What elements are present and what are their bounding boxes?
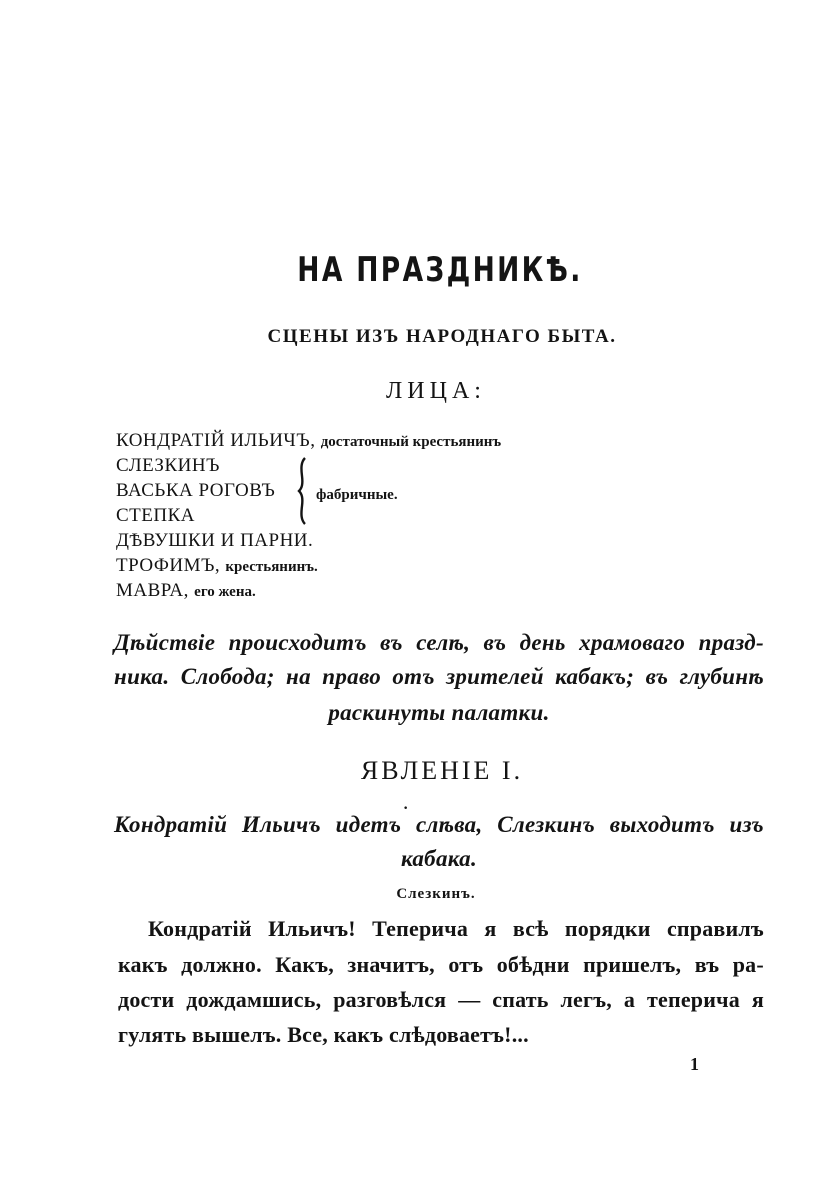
- stage-direction-line: Кондратій Ильичъ идетъ слѣва, Слезкинъ выходитъ изъ: [114, 812, 764, 837]
- cast-entry: [116, 530, 313, 552]
- page-number: 1: [690, 1054, 699, 1074]
- cast-name: ВАСЬКА РОГОВЪ: [116, 480, 276, 501]
- cast-entry: [116, 505, 195, 527]
- scene-heading: ЯВЛЕНІЕ І.: [360, 756, 524, 785]
- stage-direction-line: Дѣйствіе происходитъ въ селѣ, въ день храмоваго празд-: [114, 630, 764, 655]
- cast-entry: [116, 480, 275, 502]
- cast-name: МАВРА,: [116, 580, 189, 601]
- printer-mark: ·: [403, 800, 409, 817]
- stage-direction-line: раскинуты палатки.: [328, 700, 550, 725]
- play-subtitle: СЦЕНЫ ИЗЪ НАРОДНАГО БЫТА.: [267, 326, 617, 347]
- cast-description: крестьянинъ.: [225, 559, 318, 575]
- speech-line: Кондратій Ильичъ! Теперича я всѣ порядки справилъ: [148, 916, 764, 941]
- cast-name: ТРОФИМЪ,: [116, 555, 221, 576]
- persons-heading: ЛИЦА:: [386, 378, 486, 404]
- cast-description: его жена.: [194, 584, 256, 600]
- stage-direction-line: кабака.: [401, 846, 477, 871]
- cast-entry: [116, 455, 220, 477]
- cast-entry: [116, 430, 501, 452]
- stage-direction-line: ника. Слобода; на право отъ зрителей кабакъ; въ глубинѣ: [114, 664, 764, 689]
- cast-name: КОНДРАТІЙ ИЛЬИЧЪ,: [116, 430, 316, 451]
- cast-name: СЛЕЗКИНЪ: [116, 455, 220, 476]
- play-title: НА ПРАЗДНИКѢ.: [297, 250, 583, 290]
- cast-name: ДѢВУШКИ И ПАРНИ.: [116, 530, 314, 551]
- cast-description: достаточный крестьянинъ: [320, 434, 502, 450]
- cast-group-label: фабричные.: [316, 487, 398, 503]
- speech-line: гулять вышелъ. Все, какъ слѣдоваетъ!...: [118, 1022, 529, 1047]
- speech-line: дости дождамшись, разговѣлся — спать легъ, а теперича я: [118, 987, 764, 1012]
- cast-entry: [116, 580, 256, 602]
- speaker-name: Слезкинъ.: [396, 886, 476, 902]
- cast-group-brace: [297, 456, 309, 526]
- cast-name: СТЕПКА: [116, 505, 195, 526]
- cast-entry: [116, 555, 318, 577]
- speech-line: какъ должно. Какъ, значитъ, отъ обѣдни пришелъ, въ ра-: [118, 952, 764, 977]
